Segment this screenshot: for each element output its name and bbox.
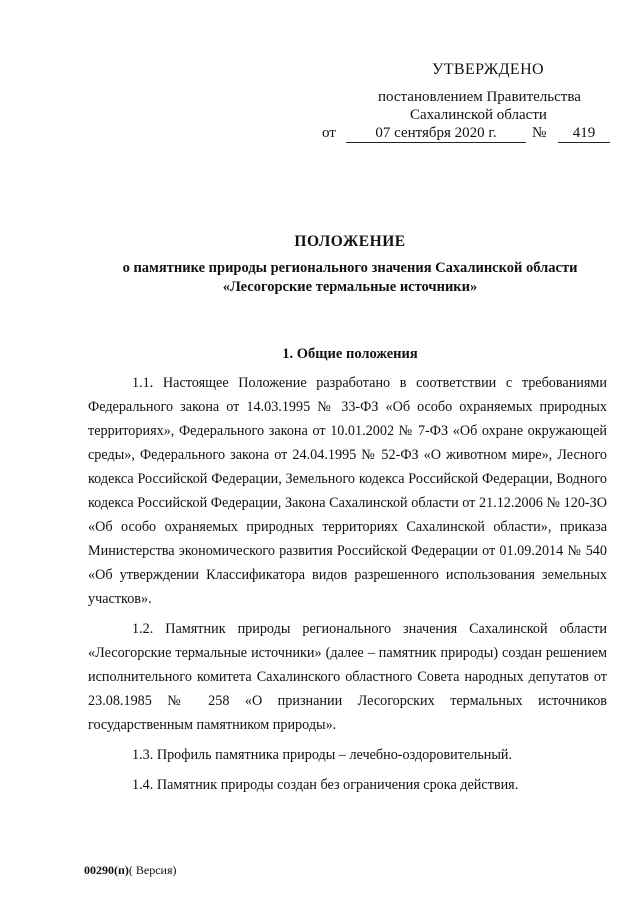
- approval-date: 07 сентября 2020 г.: [346, 124, 526, 143]
- approval-date-line: [322, 124, 622, 144]
- paragraph-1-2: 1.2. Памятник природы регионального значения Сахалинской области «Лесогорские термальные источники» (далее – памятник природы) создан решением исполнительного комитета Сахалинского областного Совета народных депутатов от 23.08.1985 № 258 «О признании Лесогорских термальных источников государственным памятником природы».: [88, 621, 607, 733]
- document-title: ПОЛОЖЕНИЕ: [294, 233, 406, 250]
- footer-code: 00290(п): [84, 863, 129, 877]
- document-footer: [84, 863, 177, 878]
- document-subtitle-line-2: «Лесогорские термальные источники»: [222, 279, 478, 295]
- approved-by: постановлением Правительства: [378, 89, 581, 105]
- section-title: 1. Общие положения: [282, 346, 418, 362]
- paragraph-1-3: 1.3. Профиль памятника природы – лечебно-оздоровительный.: [132, 747, 513, 763]
- approved-region: Сахалинской области: [410, 107, 547, 123]
- document-body: [88, 371, 607, 803]
- date-from-label: от: [322, 125, 336, 141]
- paragraph-1-4: 1.4. Памятник природы создан без ограничения срока действия.: [132, 777, 519, 793]
- number-label: №: [532, 125, 547, 141]
- paragraph-1-1: 1.1. Настоящее Положение разработано в соответствии с требованиями Федерального закона от 14.03.1995 № 33-ФЗ «Об особо охраняемых природных территориях», Федерального закона от 10.01.2002 № 7-ФЗ «Об охране окружающей среды», Федерального закона от 24.04.1995 № 52-ФЗ «О животном мире», Лесного кодекса Российской Федерации, Земельного кодекса Российской Федерации, Водного кодекса Российской Федерации, Закона Сахалинской области от 21.12.2006 № 120-ЗО «Об особо охраняемых природных территориях Сахалинской области», приказа Министерства экономического развития Российской Федерации от 01.09.2014 № 540 «Об утверждении Классификатора видов разрешенного использования земельных участков».: [88, 375, 607, 607]
- approval-number: 419: [558, 124, 610, 143]
- approved-heading: УТВЕРЖДЕНО: [432, 61, 545, 78]
- footer-version: ( Версия): [128, 863, 177, 877]
- document-subtitle-line-1: о памятнике природы регионального значения Сахалинской области: [122, 260, 578, 276]
